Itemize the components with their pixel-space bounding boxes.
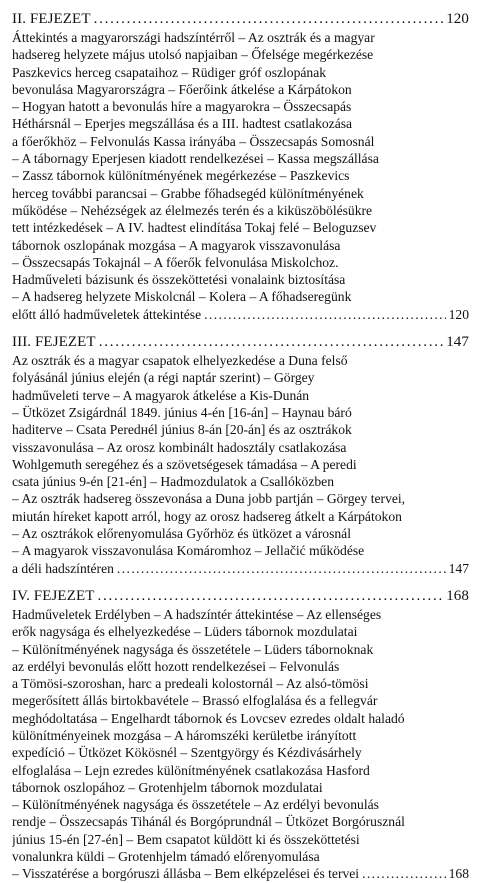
summary-line: hadsereg helyzete május utolsó napjaiban – Őfelsége megérkezése [12,47,374,63]
summary-line: hadműveleti terve – A magyarok átkelése a Kis-Dunán [12,387,310,403]
dot-leader [98,587,444,606]
summary-line: Hadműveletek Erdélyben – A hadszíntér áttekintése – Az ellenséges [12,606,382,622]
line-page-number: 147 [448,560,469,576]
summary-last-line [12,865,469,882]
chapter-page-number: 120 [446,11,469,27]
line-page-number: 168 [448,866,469,882]
summary-line: tábornok oszlopának mozgása – A magyarok visszavonulása [12,237,341,253]
summary-line: Paszkevics herceg csapataihoz – Rüdiger gróf oszlopának [12,64,327,80]
summary-line: a főerőkhöz – Felvonulás Kassa irányába – Összecsapás Somosnál [12,133,375,149]
summary-line: tábornok oszlopához – Grotenhjelm tábornok mozdulatai [12,779,323,795]
summary-line: – Visszatérése a borgóruszi állásba – Bem elképzelései és tervei [12,866,360,882]
chapter-section-2 [12,10,469,323]
chapter-section-3 [12,333,469,577]
summary-line: meghódoltatása – Engelhardt tábornok és Lovcsev ezredes oldalt haladó [12,710,405,726]
dot-leader [117,560,446,577]
summary-line: herceg további parancsai – Grabbe főhadsegéd különítményének [12,185,364,201]
summary-line: folyásánál június elején (a régi naptár szerint) – Görgey [12,370,315,386]
chapter-title: III. FEJEZET [12,334,96,351]
summary-line: – Zassz tábornok különítményének megérkezése – Paszkevics [12,168,350,184]
summary-line: Az osztrák és a magyar csapatok elhelyezkedése a Duna felső [12,353,348,369]
chapter-heading-row[interactable] [12,10,469,29]
chapter-page-number: 147 [446,334,469,351]
summary-line: – Különítményének nagysága és összetétele – Az erdélyi bevonulás [12,797,379,813]
summary-line: az erdélyi bevonulás előtt hozott rendelkezései – Felvonulás [12,658,340,674]
summary-line: – A hadsereg helyzete Miskolcnál – Kolera – A főhadseregünk [12,289,352,305]
summary-line: Héthársnál – Eperjes megszállása és a III. hadtest csatlakozása [12,116,353,132]
summary-line: működése – Nehézségek az élelmezés terén és a kiküszöbölésükre [12,202,373,218]
summary-line: vonalunkra küldi – Grotenhjelm támadó előrenyomulása [12,849,320,865]
summary-line: – A magyarok visszavonulása Komáromhoz – Jellačić működése [12,543,365,559]
summary-line: megerősített állás birtokbavétele – Brassó elfoglalása és a fellegvár [12,693,378,709]
summary-line: haditerve – Csata Peredнél június 8-án [20-án] és az osztrákok [12,422,352,438]
summary-line: – A tábornagy Eperjesen kiadott rendelkezései – Kassa megszállása [12,151,379,167]
chapter-page-number: 168 [446,587,469,604]
summary-line: – Hogyan hatott a bevonulás híre a magyarokra – Összecsapás [12,99,352,115]
summary-line: a déli hadszíntéren [12,560,114,576]
summary-last-line [12,306,469,323]
summary-line: expedíció – Ütközet Kökösnél – Szentgyörgy és Kézdivásárhely [12,745,362,761]
chapter-heading-row[interactable] [12,587,469,606]
summary-line: – Ütközet Zsigárdnál 1849. június 4-én [16-án] – Haynau báró [12,404,352,420]
chapter-heading-row[interactable] [12,333,469,352]
summary-last-line [12,560,469,577]
summary-line: előtt álló hadműveletek áttekintése [12,306,202,322]
summary-line: különítményeinek mozgása – A háromszéki kerületbe irányított [12,727,357,743]
summary-line: a Tömösi-szoroshan, harc a predeali kolostornál – Az alsó-tömösi [12,676,369,692]
chapter-title: IV. FEJEZET [12,587,95,604]
chapter-summary [12,606,469,883]
dot-leader [94,10,444,29]
chapter-title: II. FEJEZET [12,11,91,27]
summary-line: – Különítményének nagysága és összetétele – Lüders tábornoknak [12,641,374,657]
line-page-number: 120 [448,306,469,322]
summary-line: csata június 9-én [21-én] – Hadmozdulatok a Csallóközben [12,474,335,490]
summary-line: miután híreket kapott arról, hogy az orosz hadsereg átkelt a Kárpátokon [12,508,402,524]
summary-line: – Az osztrákok előrenyomulása Győrhöz és ütközet a városnál [12,526,351,542]
summary-line: visszavonulása – Az orosz kombinált hadosztály csatlakozása [12,439,347,455]
chapter-section-4 [12,587,469,883]
summary-line: tett intézkedések – A IV. hadtest elindítása Tokaj felé – Beloguzsev [12,220,377,236]
summary-line: elfoglalása – Lejn ezredes különítményének csatlakozása Hasford [12,762,370,778]
summary-line: – Összecsapás Tokajnál – A főerők felvonulása Miskolchoz. [12,254,339,270]
summary-line: – Az osztrák hadsereg összevonása a Duna jobb partján – Görgey tervei, [12,491,406,507]
summary-line: Hadműveleti bázisunk és összeköttetési vonalaink biztosítása [12,272,346,288]
summary-line: bevonulása Magyarországra – Főerőink átkelése a Kárpátokon [12,81,352,97]
chapter-summary [12,352,469,577]
chapter-summary [12,29,469,323]
summary-line: erők nagysága és elhelyezkedése – Lüders tábornok mozdulatai [12,624,358,640]
summary-line: rendje – Összecsapás Tihánál és Borgóprundnál – Ütközet Borgórusznál [12,814,405,830]
summary-line: június 15-én [27-én] – Bem csapatot küldött ki és összeköttetési [12,831,360,847]
summary-line: Wohlgemuth seregéhez és a szövetségesek támadása – A peredi [12,456,357,472]
dot-leader [362,865,446,882]
dot-leader [99,333,444,352]
dot-leader [204,306,445,323]
summary-line: Áttekintés a magyarországi hadszíntérről – Az osztrák és a magyar [12,30,375,45]
